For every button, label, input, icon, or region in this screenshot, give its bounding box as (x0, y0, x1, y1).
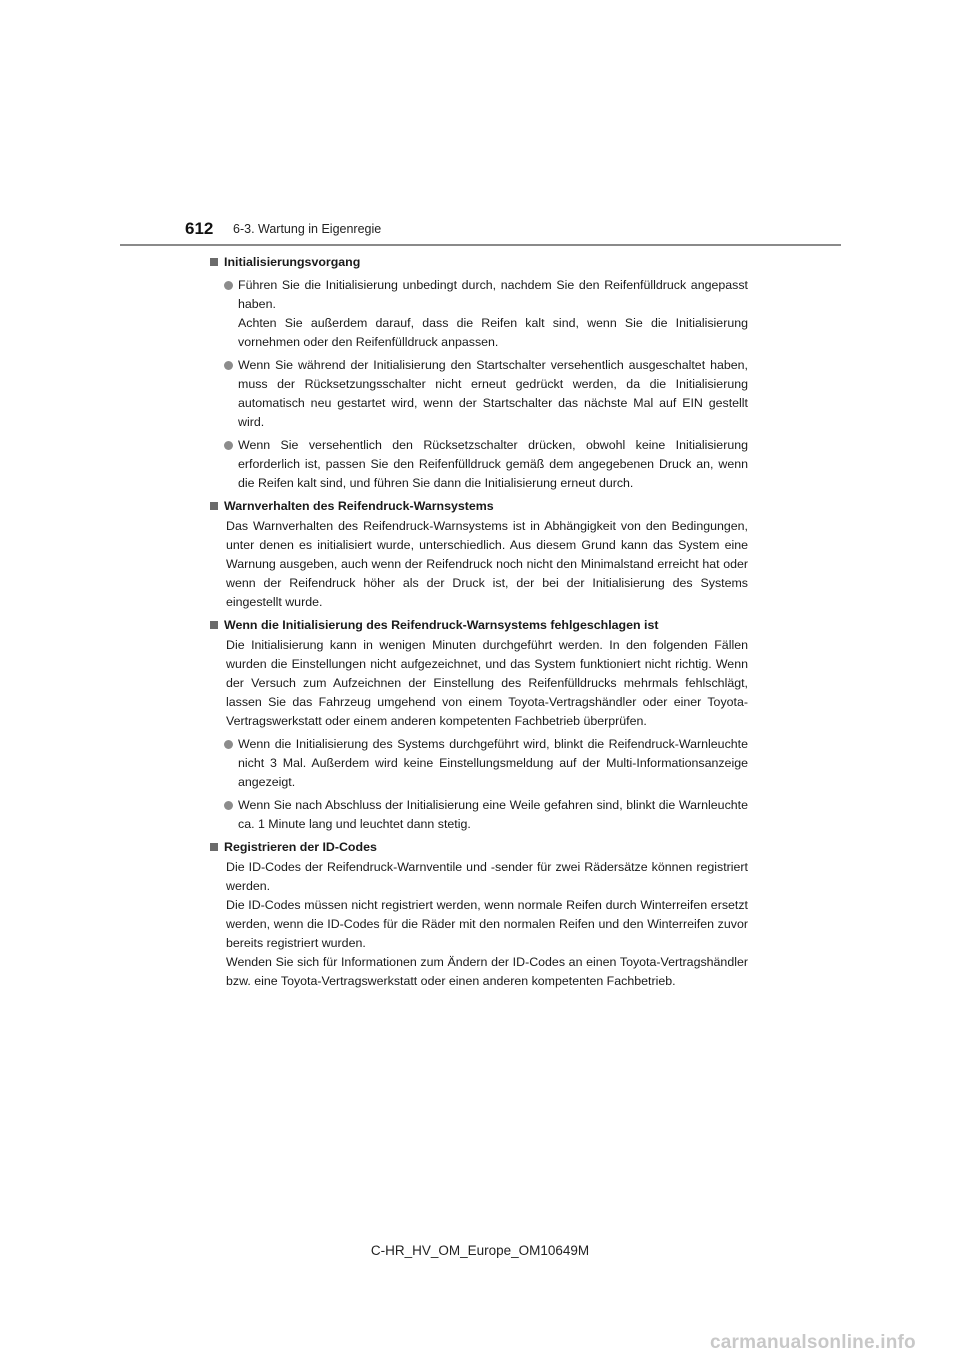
square-bullet-icon (210, 502, 218, 510)
section-initialisierungsvorgang (210, 253, 748, 493)
circle-bullet-icon (224, 740, 233, 749)
circle-bullet-icon (224, 801, 233, 810)
section-paragraph: Die Initialisierung kann in wenigen Minuten durchgeführt werden. In den folgenden Fällen wurden die Einstellungen nicht aufgezeichnet, und das System funktioniert nicht richtig. Wenn der Versuch zum Aufzeichnen der Einstellung des Reifenfülldrucks mehrmals fehlschlägt, lassen Sie das Fahrzeug umgehend von einem Toyota-Vertragshändler oder einer Toyota-Vertragswerkstatt oder einem anderen kompetenten Fachbetrieb überprüfen. (226, 638, 748, 728)
section-warnverhalten (210, 497, 748, 612)
section-registrieren-id-codes (210, 838, 748, 991)
section-heading: Wenn die Initialisierung des Reifendruck-Warnsystems fehlgeschlagen ist (210, 616, 748, 635)
square-bullet-icon (210, 843, 218, 851)
bullet-item: Wenn Sie versehentlich den Rücksetzschalter drücken, obwohl keine Initialisierung erforderlich ist, passen Sie den Reifenfülldruck gemäß dem angegebenen Druck an, wenn die Reifen kalt sind, und führen Sie dann die Initialisierung erneut durch. (224, 436, 748, 493)
page-header (0, 0, 960, 250)
section-paragraph: Die ID-Codes der Reifendruck-Warnventile und -sender für zwei Rädersätze können registriert werden. Die ID-Codes müssen nicht registriert werden, wenn normale Reifen durch Winterreifen ersetzt werden, wenn die ID-Codes für die Räder mit den normalen Reifen und den Winterreifen zuvor bereits registriert wurden. Wenden Sie sich für Informationen zum Ändern der ID-Codes an einen Toyota-Vertragshändler bzw. eine Toyota-Vertragswerkstatt oder einen anderen kompetenten Fachbetrieb. (226, 860, 748, 988)
section-heading: Warnverhalten des Reifendruck-Warnsystems (210, 497, 748, 516)
section-title: 6-3. Wartung in Eigenregie (233, 222, 382, 236)
page-number: 612 (185, 219, 214, 238)
section-heading: Registrieren der ID-Codes (210, 838, 748, 857)
square-bullet-icon (210, 621, 218, 629)
header-divider (120, 244, 841, 246)
circle-bullet-icon (224, 441, 233, 450)
bullet-item: Führen Sie die Initialisierung unbedingt durch, nachdem Sie den Reifenfülldruck angepasst haben. Achten Sie außerdem darauf, dass die Reifen kalt sind, wenn Sie die Initialisierung vornehmen oder den Reifenfülldruck anpassen. (224, 276, 748, 352)
bullet-item: Wenn Sie während der Initialisierung den Startschalter versehentlich ausgeschaltet haben, muss der Rücksetzungsschalter nicht erneut gedrückt werden, da die Initialisierung automatisch neu gestartet wird, wenn der Startschalter das nächste Mal auf EIN gestellt wird. (224, 356, 748, 432)
bullet-item: Wenn Sie nach Abschluss der Initialisierung eine Weile gefahren sind, blinkt die Warnleuchte ca. 1 Minute lang und leuchtet dann stetig. (224, 796, 748, 834)
page-content (210, 253, 748, 991)
circle-bullet-icon (224, 281, 233, 290)
section-initialisierung-fehlgeschlagen (210, 616, 748, 834)
square-bullet-icon (210, 258, 218, 266)
section-heading: Initialisierungsvorgang (210, 253, 748, 272)
circle-bullet-icon (224, 361, 233, 370)
watermark: carmanualsonline.info (710, 1332, 916, 1353)
footer-doc-code: C-HR_HV_OM_Europe_OM10649M (370, 1243, 590, 1258)
section-paragraph: Das Warnverhalten des Reifendruck-Warnsystems ist in Abhängigkeit von den Bedingungen, unter denen es initialisiert wurde, unterschiedlich. Aus diesem Grund kann das System eine Warnung ausgeben, auch wenn der Reifendruck noch nicht den Minimalstand erreicht hat oder wenn der Reifendruck höher als der Druck ist, der bei der Initialisierung des Systems eingestellt wurde. (226, 519, 748, 609)
bullet-item: Wenn die Initialisierung des Systems durchgeführt wird, blinkt die Reifendruck-Warnleuchte nicht 3 Mal. Außerdem wird keine Einstellungsmeldung auf der Multi-Informationsanzeige angezeigt. (224, 735, 748, 792)
